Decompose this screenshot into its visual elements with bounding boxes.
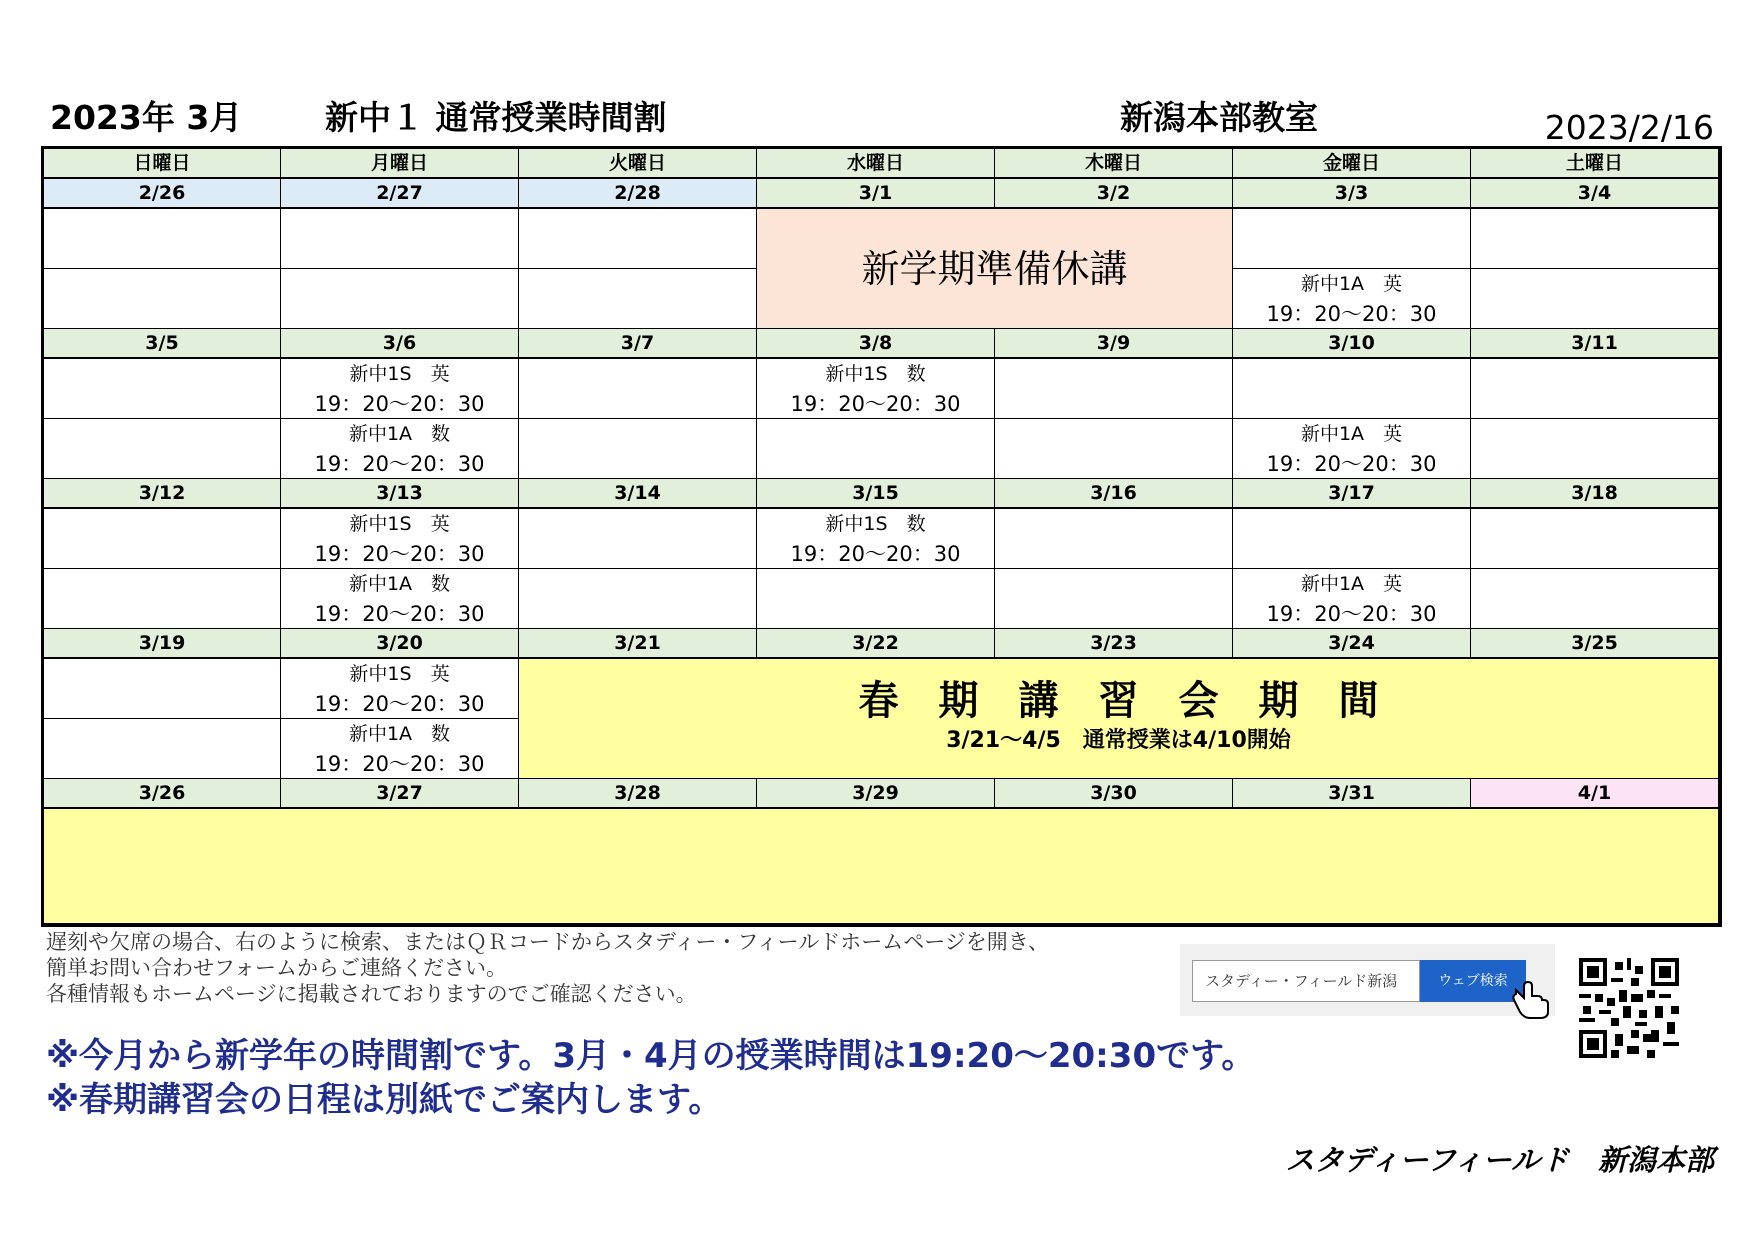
month-title: 2023年 3月 <box>50 98 243 137</box>
class-time: 19：20～20：30 <box>1266 302 1437 326</box>
class-name: 新中1A 英 <box>1300 573 1403 595</box>
date-cell: 3/27 <box>281 779 519 809</box>
notice-line-3: 各種情報もホームページに掲載されておりますのでご確認ください。 <box>46 982 697 1006</box>
notice-line-2: 簡単お問い合わせフォームからご連絡ください。 <box>46 956 507 980</box>
issue-date: 2023/2/16 <box>1544 108 1714 147</box>
date-cell: 3/12 <box>44 479 281 509</box>
weekday-header: 日曜日 <box>44 149 281 179</box>
empty-slot <box>44 659 281 719</box>
class-time: 19：20～20：30 <box>790 542 961 566</box>
date-cell: 4/1 <box>1471 779 1719 809</box>
date-cell: 3/14 <box>519 479 757 509</box>
class-name: 新中1S 英 <box>349 663 450 685</box>
class-slot <box>281 359 519 419</box>
qr-code-icon <box>1579 958 1679 1058</box>
spring-session-area <box>44 809 1719 924</box>
class-time: 19：20～20：30 <box>314 752 485 776</box>
date-cell: 3/9 <box>995 329 1233 359</box>
empty-slot <box>44 209 281 269</box>
date-cell: 3/19 <box>44 629 281 659</box>
class-time: 19：20～20：30 <box>1266 452 1437 476</box>
empty-slot <box>1471 269 1719 329</box>
class-slot <box>281 659 519 719</box>
weekday-header: 金曜日 <box>1233 149 1471 179</box>
search-illustration <box>1180 944 1555 1016</box>
date-cell: 3/10 <box>1233 329 1471 359</box>
date-cell: 3/3 <box>1233 179 1471 209</box>
school-name: 新潟本部教室 <box>1120 98 1318 137</box>
date-cell: 3/17 <box>1233 479 1471 509</box>
class-slot <box>281 569 519 629</box>
empty-slot <box>757 419 995 479</box>
web-search-button: ウェブ検索 <box>1420 960 1526 1002</box>
empty-slot <box>1233 209 1471 269</box>
empty-slot <box>44 269 281 329</box>
empty-slot <box>995 359 1233 419</box>
empty-slot <box>1471 569 1719 629</box>
class-time: 19：20～20：30 <box>314 692 485 716</box>
empty-slot <box>44 719 281 779</box>
class-time: 19：20～20：30 <box>790 392 961 416</box>
date-cell: 3/6 <box>281 329 519 359</box>
empty-slot <box>1471 209 1719 269</box>
empty-slot <box>1471 509 1719 569</box>
class-name: 新中1A 数 <box>348 573 451 595</box>
search-input: スタディー・フィールド新潟 <box>1192 960 1420 1002</box>
date-cell: 3/30 <box>995 779 1233 809</box>
date-cell: 3/23 <box>995 629 1233 659</box>
spring-session-title: 春 期 講 習 会 期 間 <box>858 678 1379 724</box>
class-slot <box>281 719 519 779</box>
weekday-header: 火曜日 <box>519 149 757 179</box>
empty-slot <box>995 569 1233 629</box>
date-cell: 3/26 <box>44 779 281 809</box>
class-slot <box>281 509 519 569</box>
empty-slot <box>1233 359 1471 419</box>
date-cell: 3/5 <box>44 329 281 359</box>
empty-slot <box>757 569 995 629</box>
main-notice-2: ※春期講習会の日程は別紙でご案内します。 <box>46 1080 723 1120</box>
class-time: 19：20～20：30 <box>314 602 485 626</box>
empty-slot <box>44 569 281 629</box>
date-cell: 3/15 <box>757 479 995 509</box>
empty-slot <box>44 509 281 569</box>
date-cell: 3/11 <box>1471 329 1719 359</box>
class-slot <box>757 359 995 419</box>
timetable-grid <box>41 146 1722 927</box>
notice-line-1: 遅刻や欠席の場合、右のように検索、またはＱＲコードからスタディー・フィールドホームページを開き、 <box>46 930 1049 954</box>
empty-slot <box>44 419 281 479</box>
class-time: 19：20～20：30 <box>1266 602 1437 626</box>
class-time: 19：20～20：30 <box>314 392 485 416</box>
empty-slot <box>519 569 757 629</box>
date-cell: 3/13 <box>281 479 519 509</box>
weekday-header: 月曜日 <box>281 149 519 179</box>
empty-slot <box>519 269 757 329</box>
class-slot <box>1233 419 1471 479</box>
empty-slot <box>519 419 757 479</box>
weekday-header: 水曜日 <box>757 149 995 179</box>
date-cell: 3/28 <box>519 779 757 809</box>
date-cell: 3/20 <box>281 629 519 659</box>
date-cell: 3/1 <box>757 179 995 209</box>
class-name: 新中1A 数 <box>348 423 451 445</box>
footer-brand: スタディーフィールド 新潟本部 <box>1285 1143 1714 1177</box>
main-notice-1: ※今月から新学年の時間割です。3月・4月の授業時間は19:20～20:30です。 <box>46 1036 1256 1076</box>
date-cell: 3/25 <box>1471 629 1719 659</box>
empty-slot <box>995 419 1233 479</box>
empty-slot <box>281 209 519 269</box>
empty-slot <box>1233 509 1471 569</box>
class-slot <box>281 419 519 479</box>
class-time: 19：20～20：30 <box>314 452 485 476</box>
empty-slot <box>44 359 281 419</box>
date-cell: 3/18 <box>1471 479 1719 509</box>
weekday-header: 土曜日 <box>1471 149 1719 179</box>
empty-slot <box>995 509 1233 569</box>
empty-slot <box>1471 419 1719 479</box>
date-cell: 3/24 <box>1233 629 1471 659</box>
empty-slot <box>519 509 757 569</box>
class-slot <box>1233 569 1471 629</box>
class-name: 新中1A 英 <box>1300 423 1403 445</box>
date-cell: 2/28 <box>519 179 757 209</box>
date-cell: 3/22 <box>757 629 995 659</box>
class-slot <box>1233 269 1471 329</box>
date-cell: 3/21 <box>519 629 757 659</box>
class-name: 新中1A 英 <box>1300 273 1403 295</box>
empty-slot <box>281 269 519 329</box>
date-cell: 3/7 <box>519 329 757 359</box>
class-name: 新中1S 数 <box>825 363 926 385</box>
date-cell: 3/8 <box>757 329 995 359</box>
course-title: 新中１ 通常授業時間割 <box>325 98 667 137</box>
spring-session-banner <box>519 659 1719 779</box>
class-name: 新中1S 英 <box>349 363 450 385</box>
class-time: 19：20～20：30 <box>314 542 485 566</box>
weekday-header: 木曜日 <box>995 149 1233 179</box>
empty-slot <box>519 359 757 419</box>
class-slot <box>757 509 995 569</box>
date-cell: 3/31 <box>1233 779 1471 809</box>
date-cell: 2/27 <box>281 179 519 209</box>
date-cell: 3/29 <box>757 779 995 809</box>
pointer-hand-icon <box>1510 980 1554 1020</box>
date-cell: 3/16 <box>995 479 1233 509</box>
class-name: 新中1A 数 <box>348 723 451 745</box>
class-name: 新中1S 数 <box>825 513 926 535</box>
spring-session-subtitle: 3/21～4/5 通常授業は4/10開始 <box>946 728 1291 753</box>
break-banner: 新学期準備休講 <box>757 209 1233 329</box>
class-name: 新中1S 英 <box>349 513 450 535</box>
empty-slot <box>1471 359 1719 419</box>
date-cell: 2/26 <box>44 179 281 209</box>
date-cell: 3/2 <box>995 179 1233 209</box>
empty-slot <box>519 209 757 269</box>
date-cell: 3/4 <box>1471 179 1719 209</box>
